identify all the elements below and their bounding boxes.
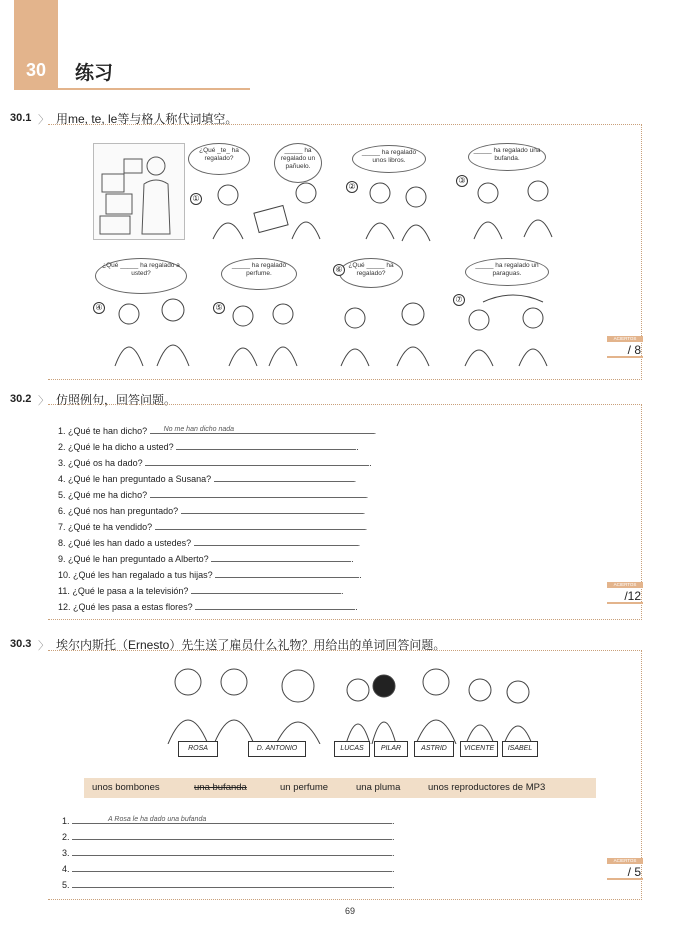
example-illustration xyxy=(93,143,185,240)
section-1-number: 30.1 xyxy=(10,112,32,124)
score-value: / 5 xyxy=(607,864,643,880)
exercise-item: 1. ¿Qué te han dicho? No me han dicho nada . xyxy=(58,424,376,438)
speech-bubble: _____ ha regalado unos libros. xyxy=(352,145,426,173)
exercise-item: 10. ¿Qué les han regalado a tus hijas? . xyxy=(58,570,362,580)
section-1-instruction: 用me, te, le等与格人称代词填空。 xyxy=(56,112,238,126)
speech-bubble: ¿Qué _te_ ha regalado? xyxy=(188,143,250,175)
answer-line[interactable] xyxy=(72,830,392,840)
speech-bubble: ¿Qué _____ ha regalado? xyxy=(339,258,403,288)
score-tag: ACIERTOS xyxy=(607,858,643,864)
exercise-item: 3. ¿Qué os ha dado? . xyxy=(58,458,372,468)
answer-line[interactable] xyxy=(181,504,363,514)
number-label: ③ xyxy=(456,175,468,187)
name-tag: LUCAS xyxy=(334,741,370,757)
exercise-item: 7. ¿Qué te ha vendido? . xyxy=(58,522,368,532)
name-tag: ROSA xyxy=(178,741,218,757)
page-number: 69 xyxy=(344,906,355,916)
answer-item: 3. . xyxy=(62,848,395,858)
answer-line[interactable] xyxy=(155,520,365,530)
name-tag: D. ANTONIO xyxy=(248,741,306,757)
score-tag: ACIERTOS xyxy=(607,336,643,342)
section-2-score xyxy=(607,582,643,604)
exercise-item: 5. ¿Qué me ha dicho? . xyxy=(58,490,369,500)
section-arrow-icon: 〉 xyxy=(38,640,49,652)
answer-line[interactable] xyxy=(214,472,354,482)
speech-bubble: _____ ha regalado un paraguas. xyxy=(465,258,549,286)
answer-line[interactable] xyxy=(194,536,358,546)
number-label: ① xyxy=(190,193,202,205)
section-2-number: 30.2 xyxy=(10,393,32,405)
answer-item: 1. A Rosa le ha dado una bufanda . xyxy=(62,814,395,828)
name-tag: ISABEL xyxy=(502,741,538,757)
employees-illustration xyxy=(126,660,546,744)
answer-line[interactable] xyxy=(176,440,356,450)
unit-number: 30 xyxy=(25,60,47,80)
exercise-item: 12. ¿Qué les pasa a estas flores? . xyxy=(58,602,358,612)
answer-line[interactable] xyxy=(72,878,392,888)
section-arrow-icon: 〉 xyxy=(38,114,49,126)
answer-line[interactable] xyxy=(72,862,392,872)
answer-line[interactable] xyxy=(215,568,359,578)
speech-bubble: ¿Qué _____ ha regalado a usted? xyxy=(95,258,187,294)
answer-line[interactable] xyxy=(191,584,341,594)
exercise-item: 4. ¿Qué le han preguntado a Susana? . xyxy=(58,474,357,484)
word-bank xyxy=(84,778,596,798)
score-value: / 8 xyxy=(607,342,643,358)
gift-boxes-drawing xyxy=(94,144,186,241)
exercise-item: 2. ¿Qué le ha dicho a usted? . xyxy=(58,442,359,452)
section-arrow-icon: 〉 xyxy=(38,395,49,407)
name-tag: ASTRID xyxy=(414,741,454,757)
answer-line[interactable] xyxy=(72,846,392,856)
name-tag: VICENTE xyxy=(460,741,498,757)
people-drawing xyxy=(188,179,638,245)
section-2-instruction: 仿照例句，回答问题。 xyxy=(56,393,177,407)
section-3-instruction: 埃尔内斯托（Ernesto）先生送了雇员什么礼物？用给出的单词回答问题。 xyxy=(56,638,446,652)
example-answer: No me han dicho nada xyxy=(163,426,235,433)
exercise-item: 8. ¿Qué les han dado a ustedes? . xyxy=(58,538,361,548)
word-option: una pluma xyxy=(356,782,401,793)
word-option-used: una bufanda xyxy=(194,782,247,793)
answer-item: 4. . xyxy=(62,864,395,874)
name-tag: PILAR xyxy=(374,741,408,757)
answer-line[interactable] xyxy=(150,424,374,434)
unit-title: 练习 xyxy=(75,63,114,84)
illustration-row-1 xyxy=(188,143,638,245)
answer-line[interactable] xyxy=(72,814,392,824)
score-tag: ACIERTOS xyxy=(607,582,643,588)
number-label: ② xyxy=(346,181,358,193)
exercise-item: 11. ¿Qué le pasa a la televisión? . xyxy=(58,586,344,596)
exercise-item: 6. ¿Qué nos han preguntado? . xyxy=(58,506,366,516)
speech-bubble: _____ ha regalado un pañuelo. xyxy=(274,143,322,183)
number-label: ④ xyxy=(93,302,105,314)
number-label: ⑦ xyxy=(453,294,465,306)
section-3-number: 30.3 xyxy=(10,638,32,650)
word-option: un perfume xyxy=(280,782,329,793)
speech-bubble: _____ ha regalado una bufanda. xyxy=(468,143,546,171)
answer-line[interactable] xyxy=(145,456,369,466)
speech-bubble: _____ ha regalado perfume. xyxy=(221,258,297,290)
header-underline xyxy=(14,88,250,90)
answer-item: 5. . xyxy=(62,880,395,890)
number-label: ⑥ xyxy=(333,264,345,276)
example-answer: A Rosa le ha dado una bufanda xyxy=(108,816,207,823)
illustration-row-2 xyxy=(93,258,573,370)
score-value: /12 xyxy=(607,588,643,604)
section-1-score xyxy=(607,336,643,358)
answer-line[interactable] xyxy=(150,488,366,498)
people-drawing xyxy=(93,294,573,370)
answer-line[interactable] xyxy=(195,600,355,610)
word-option: unos reproductores de MP3 xyxy=(428,782,546,793)
word-option: unos bombones xyxy=(92,782,160,793)
answer-line[interactable] xyxy=(211,552,351,562)
number-label: ⑤ xyxy=(213,302,225,314)
section-3-score xyxy=(607,858,643,880)
answer-item: 2. . xyxy=(62,832,395,842)
exercise-item: 9. ¿Qué le han preguntado a Alberto? . xyxy=(58,554,354,564)
